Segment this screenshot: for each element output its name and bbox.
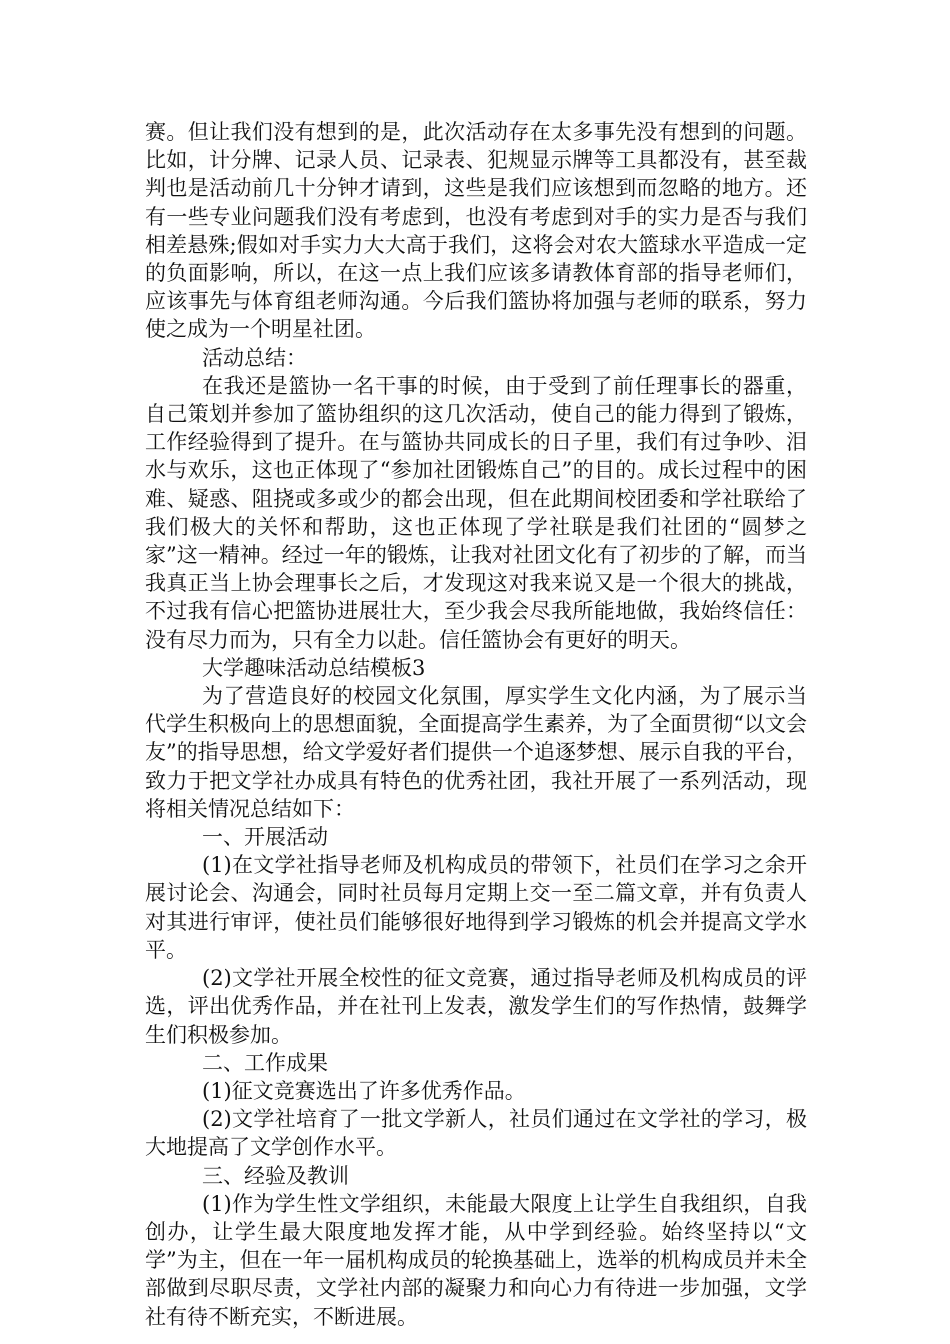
list-item-result-1: (1)征文竞赛选出了许多优秀作品。 xyxy=(202,1078,526,1103)
list-item-lesson-1: (1)作为学生性文学组织，未能最大限度上让学生自我组织，自我创办，让学生最大限度地发挥才能，从中学到经验。始终坚持以“文学”为主，但在一年一届机构成员的轮换基础上，选举的机构成员并未全部做到尽职尽责，文学社内部的凝聚力和向心力有待进一步加强，文学社有待不断充实，不断进展。 xyxy=(145,1191,807,1329)
paragraph-continuation: 赛。但让我们没有想到的是，此次活动存在太多事先没有想到的问题。比如，计分牌、记录人员、记录表、犯规显示牌等工具都没有，甚至裁判也是活动前几十分钟才请到，这些是我们应该想到而忽略的地方。还有一些专业问题我们没有考虑到，也没有考虑到对手的实力是否与我们相差悬殊;假如对手实力大大高于我们，这将会对农大篮球水平造成一定的负面影响，所以，在这一点上我们应该多请教体育部的指导老师们，应该事先与体育组老师沟通。今后我们篮协将加强与老师的联系，努力使之成为一个明星社团。 xyxy=(145,120,807,342)
heading-results: 二、工作成果 xyxy=(202,1050,328,1075)
heading-lessons: 三、经验及教训 xyxy=(202,1163,349,1188)
document-page xyxy=(145,118,807,1331)
paragraph-intro: 为了营造良好的校园文化氛围，厚实学生文化内涵，为了展示当代学生积极向上的思想面貌，全面提高学生素养，为了全面贯彻“以文会友”的指导思想，给文学爱好者们提供一个追逐梦想、展示自我的平台，致力于把文学社办成具有特色的优秀社团，我社开展了一系列活动，现将相关情况总结如下： xyxy=(145,684,807,821)
heading-activities: 一、开展活动 xyxy=(202,825,328,850)
list-item-activity-2: (2)文学社开展全校性的征文竞赛，通过指导老师及机构成员的评选，评出优秀作品，并在社刊上发表，激发学生们的写作热情，鼓舞学生们积极参加。 xyxy=(145,966,807,1047)
list-item-activity-1: (1)在文学社指导老师及机构成员的带领下，社员们在学习之余开展讨论会、沟通会，同时社员每月定期上交一至二篇文章，并有负责人对其进行审评，使社员们能够很好地得到学习锻炼的机会并提高文学水平。 xyxy=(145,853,807,962)
heading-activity-summary: 活动总结： xyxy=(202,345,307,370)
list-item-result-2: (2)文学社培育了一批文学新人，社员们通过在文学社的学习，极大地提高了文学创作水平。 xyxy=(145,1107,807,1160)
section-title-template-3: 大学趣味活动总结模板3 xyxy=(202,655,426,680)
paragraph-summary-body: 在我还是篮协一名干事的时候，由于受到了前任理事长的器重，自己策划并参加了篮协组织的这几次活动，使自己的能力得到了锻炼，工作经验得到了提升。在与篮协共同成长的日子里，我们有过争吵、泪水与欢乐，这也正体现了“参加社团锻炼自己”的目的。成长过程中的困难、疑惑、阻挠或多或少的都会出现，但在此期间校团委和学社联给了我们极大的关怀和帮助，这也正体现了学社联是我们社团的“圆梦之家”这一精神。经过一年的锻炼，让我对社团文化有了初步的了解，而当我真正当上协会理事长之后，才发现这对我来说又是一个很大的挑战，不过我有信心把篮协进展壮大，至少我会尽我所能地做，我始终信任：没有尽力而为，只有全力以赴。信任篮协会有更好的明天。 xyxy=(145,373,807,652)
